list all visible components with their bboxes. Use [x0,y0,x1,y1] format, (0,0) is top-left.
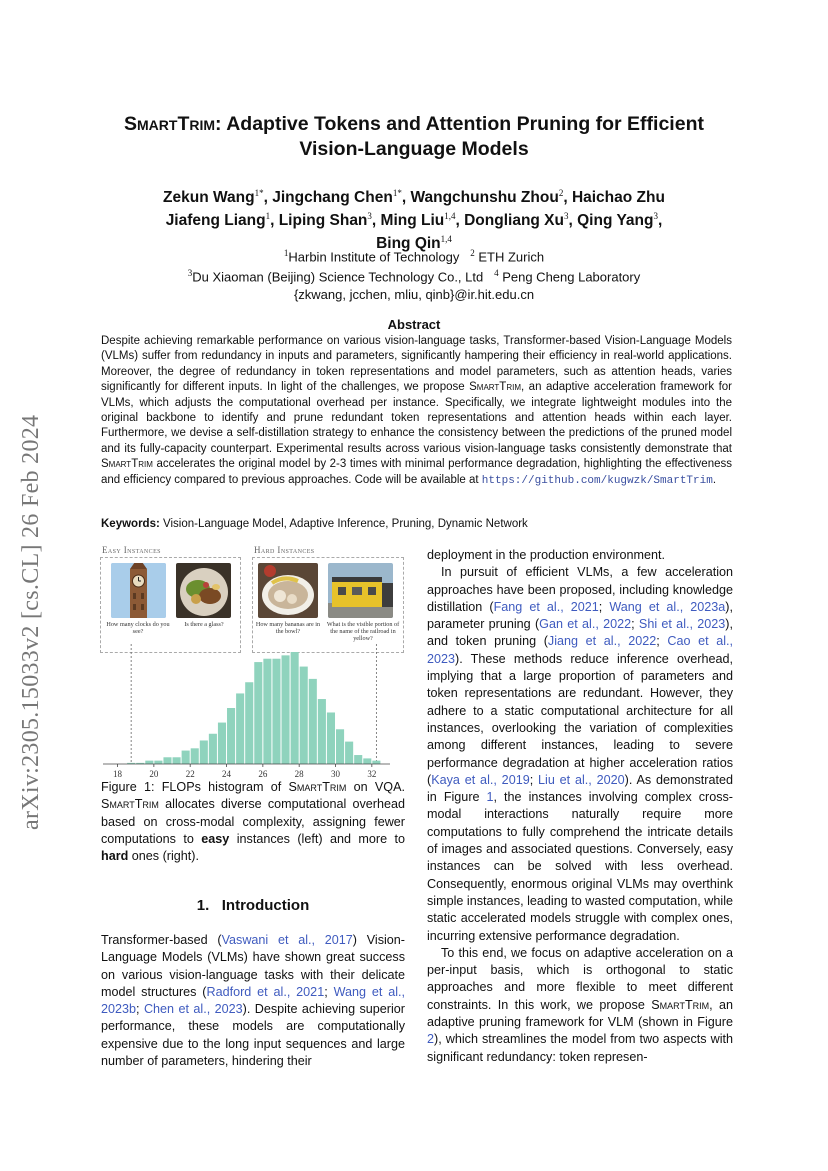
railroad-car-drawing [328,563,393,618]
keywords-text: Vision-Language Model, Adaptive Inference, Pruning, Dynamic Network [163,518,528,530]
histogram-bar [163,757,171,764]
citation-separator: ; [529,772,539,787]
citation-liu[interactable]: Liu et al., 2020 [538,772,625,787]
caption-easy: easy [201,831,230,846]
citation-fang[interactable]: Fang et al., 2021 [493,599,599,614]
histogram-bar [345,742,353,764]
p2-text-6: , the instances involving complex cross-modal interactions naturally require more computations to fully comprehend the intricate details of images and associated questions. Conversely, easy instances can be solved with less overhead. Consequently, enormous original VLMs may overthink simple instances, leading to wasted computation, while static accelerated models struggle with complex ones, incurring extensive performance degradation. [427,790,733,943]
question-clocks: How many clocks do you see? [106,621,170,635]
author-affiliation-marker: 2 [558,188,564,198]
citation-jiang[interactable]: Jiang et al., 2022 [547,634,657,649]
affiliation-line-2 [60,265,768,285]
figure-1 [98,544,408,784]
author-name: Jingchang Chen [272,189,393,207]
author-name: Bing Qin [376,235,441,253]
banana-bowl-drawing [258,563,318,618]
histogram-bar [245,682,253,764]
p3-text-1: To this end, we focus on adaptive acceleration on a per-input basis, which is orthogonal to static approaches and more flexible to meet different constraints. In this work, we propose [427,945,733,1012]
question-bananas: How many bananas are in the bowl? [255,621,321,635]
x-tick-label: 18 [113,769,123,779]
easy-instances-label: Easy Instances [102,545,161,555]
figure-1-reference[interactable]: 1 [486,790,494,805]
code-url-link[interactable]: https://github.com/kugwzk/SmartTrim [481,474,713,487]
abstract-method-name-1: SmartTrim [469,381,521,394]
author-list [60,184,768,253]
abstract-text-1: Despite achieving remarkable performance on various vision-language tasks, Transformer-based Vision-Language Models (VLMs) suffer from redundancy in inputs and parameters, significantly hampering their efficiency in real-world applications. Moreover, the degree of redundancy in token representations and model parameters, such as attention heads, varies significantly for different inputs. In light of the challenges, we propose [101,335,732,394]
introduction-heading [101,897,405,914]
food-plate-image [176,563,231,618]
right-column-text [427,547,733,1066]
citation-gan[interactable]: Gan et al., 2022 [539,617,632,632]
author-name: Qing Yang [577,212,654,230]
citation-chen[interactable]: Chen et al., 2023 [143,1002,243,1017]
intro-text-3: ). Despite achieving superior performance, these models are computationally expensive due to the long input sequences and large number of parameters, hindering their [101,1002,405,1069]
food-plate-drawing [176,563,231,618]
abstract-heading: Abstract [387,317,441,332]
histogram-bar [145,761,153,764]
title-line1-rest: : Adaptive Tokens and Attention Pruning for Efficient [215,113,704,135]
caption-text-end: ones (right). [128,849,199,864]
author-affiliation-marker: 1 [265,211,271,222]
figure-2-reference[interactable]: 2 [427,1032,435,1047]
x-tick-label: 30 [331,769,341,779]
x-tick-label: 28 [294,769,304,779]
author-name: Wangchunshu Zhou [410,189,559,207]
p3-method-name: SmartTrim [651,997,710,1012]
histogram-bar [173,757,181,764]
author-affiliation-marker: 1,4 [440,234,452,245]
citation-separator: ; [631,617,639,632]
author-affiliation-marker: 1,4 [444,211,456,222]
abstract-method-name-2: SmartTrim [101,458,153,471]
arxiv-stamp: arXiv:2305.15033v2 [cs.CL] 26 Feb 2024 [18,414,44,830]
author-name: Dongliang Xu [464,212,564,230]
histogram-bar [227,708,235,764]
author-affiliation-marker: 3 [367,211,372,222]
author-name: Jiafeng Liang [165,212,266,230]
author-emails: {zkwang, jcchen, mliu, qinb}@ir.hit.edu.cn [293,286,535,302]
intro-paragraph-1 [101,932,405,1070]
affiliation-3: Du Xiaoman (Beijing) Science Technology Co., Ltd [192,269,484,285]
citation-shi[interactable]: Shi et al., 2023 [638,617,726,632]
flops-histogram [98,644,408,782]
x-tick-label: 26 [258,769,268,779]
histogram-bar [254,662,262,764]
histogram-bar [336,729,344,764]
author-affiliation-marker: 1* [254,188,264,198]
title-line2: Vision-Language Models [299,138,529,160]
x-tick-label: 24 [222,769,232,779]
citation-cao[interactable]: Cao et al., 2023 [427,634,733,666]
author-affiliation-marker: 3 [653,211,658,222]
caption-method-name-2: SmartTrim [101,797,159,812]
section-title: Introduction [221,897,310,914]
affiliation-4: Peng Cheng Laboratory [502,269,641,285]
histogram-bar [182,751,190,764]
hard-instances-label: Hard Instances [254,545,315,555]
x-tick-label: 20 [149,769,159,779]
affiliation-3-marker: 3 [187,268,193,279]
title-method-name: SmartTrim [124,113,216,135]
intro-text-1: Transformer-based ( [101,933,222,947]
continued-paragraph: deployment in the production environment. [427,548,666,562]
abstract-text-end: . [712,473,717,486]
x-tick-label: 22 [185,769,195,779]
histogram-bar [300,667,308,764]
citation-separator: ; [136,1002,144,1017]
banana-bowl-image [258,563,318,618]
affiliations [60,245,768,303]
clock-tower-drawing [111,563,166,618]
histogram-bar [291,652,299,764]
author-name: Ming Liu [380,212,445,230]
histogram-bar [309,679,317,764]
author-affiliation-marker: 1* [392,188,402,198]
author-line-1: Zekun Wang$^{1*}$, Jingchang Chen$^{1*}$, Wangchunshu Zhou$^2$, Haichao Zhu [163,188,665,207]
p2-text-4: ). These methods reduce inference overhead, implying that a large proportion of parameters and token representations are redundant. However, they adhere to a static computational architecture for all instances, overlooking the variation of complexities among different instances, leading to severe performance degradation at higher acceleration ratios ( [427,651,733,787]
histogram-bar [363,758,371,764]
citation-separator: ; [324,984,334,999]
citation-kaya[interactable]: Kaya et al., 2019 [431,772,530,787]
author-affiliation-marker: 3 [564,211,569,222]
caption-hard: hard [101,849,129,864]
affiliation-1: Harbin Institute of Technology [288,249,460,265]
abstract-body [101,334,732,489]
histogram-bar [191,748,199,764]
intro-paragraph-2 [427,564,733,945]
caption-text-2: on VQA. [346,780,405,794]
question-glass: Is there a glass? [184,621,224,628]
affiliation-1-marker: 1 [283,248,289,258]
author-name: Haichao Zhu [571,189,665,207]
paper-title [60,112,768,162]
figure-1-caption [101,779,405,865]
p3-text-2: , an adaptive pruning framework for VLM (shown in Figure [427,997,733,1030]
affiliation-2: ETH Zurich [478,249,545,265]
histogram-bar [200,740,208,764]
histogram-bar [372,761,380,764]
abstract-text-2: , an adaptive acceleration framework for VLMs, which adjusts the computational overhead per instance. Specifically, we integrate lightweight modules into the original backbone to identify and prune redundant token representations and attention heads within each layer. Furthermore, we devise a self-distillation strategy to enhance the consistency between the predictions of the pruned model and its fully-capacity counterpart. Experimental results across various vision-language tasks consistently demonstrate that [101,381,732,455]
histogram-bar [236,693,244,764]
intro-paragraph-3 [427,945,733,1066]
x-tick-label: 32 [367,769,377,779]
intro-text-2: ) Vision-Language Models (VLMs) have shown great success on various vision-language tasks with their delicate model structures ( [101,933,406,999]
keywords [101,518,528,530]
author-name: Liping Shan [278,212,368,230]
caption-text-1: Figure 1: FLOPs histogram of [101,780,289,794]
p2-text-5: ). As demonstrated in Figure [427,772,733,805]
citation-separator: ; [656,634,668,649]
histogram-bar [209,734,217,764]
histogram-bar [154,761,162,764]
citation-wang-2023a[interactable]: Wang et al., 2023a [609,599,726,614]
keywords-label: Keywords: [101,518,160,530]
histogram-bar [282,655,290,764]
affiliation-4-marker: 4 [494,268,499,279]
histogram-bar [218,723,226,764]
caption-text-3: allocates diverse computational overhead based on cross-modal complexity, assigning fewer computations to [101,797,405,846]
citation-wang-2023b[interactable]: Wang et al., 2023b [101,984,406,1017]
question-railroad: What is the visible portion of the name of the railroad in yellow? [326,621,400,642]
affiliation-line-1 [60,245,768,265]
caption-text-4: instances (left) and more to [229,831,406,846]
abstract-text-3: accelerates the original model by 2-3 times with minimal performance degradation, highlighting the effectiveness and efficiency compared to previous approaches. Code will be available at [101,458,732,486]
citation-separator: ; [598,599,610,614]
histogram-bar [327,712,335,764]
p2-text-1: In pursuit of efficient VLMs, a few acceleration approaches have been proposed, including knowledge distillation ( [427,565,733,614]
histogram-bar [272,659,280,764]
histogram-bar [354,755,362,764]
section-number: 1. [196,897,210,914]
author-name: Zekun Wang [163,189,255,207]
railroad-car-image [328,563,393,618]
caption-method-name-1: SmartTrim [288,780,347,794]
histogram-bar [263,659,271,764]
p2-text-3: ), and token pruning ( [427,617,733,649]
histogram-bar [318,699,326,764]
author-line-2: Jiafeng Liang$^1$, Liping Shan$^3$, Ming Liu$^{1,4}$, Dongliang Xu$^3$, Qing Yang$^3$, [165,211,663,230]
p2-text-2: ), parameter pruning ( [427,599,733,632]
citation-vaswani[interactable]: Vaswani et al., 2017 [221,933,353,947]
p3-text-3: ), which streamlines the model from two aspects with significant redundancy: token represen- [427,1032,733,1064]
citation-radford[interactable]: Radford et al., 2021 [206,984,325,999]
affiliation-2-marker: 2 [470,248,475,258]
clock-tower-image [111,563,166,618]
